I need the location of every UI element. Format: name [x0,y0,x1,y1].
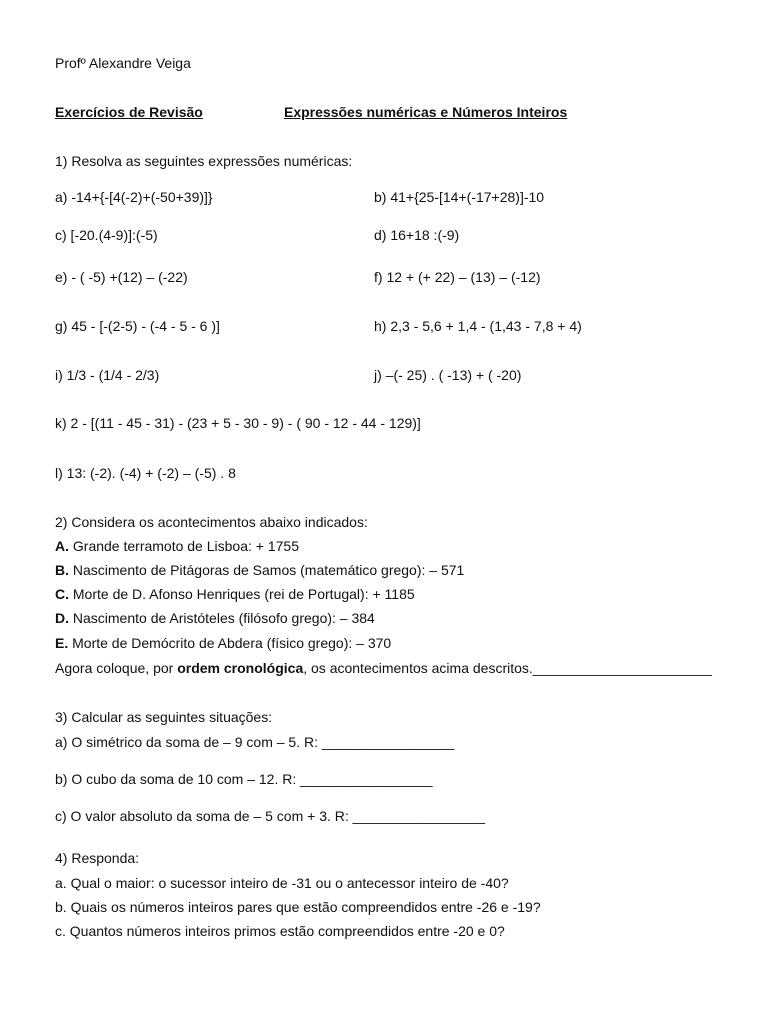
q2-event-b: B. Nascimento de Pitágoras de Samos (matemático grego): – 571 [55,562,465,578]
q3-a: a) O simétrico da soma de – 9 com – 5. R: _________________ [55,734,455,750]
q1-c: c) [-20.(4-9)]:(-5) [55,227,158,243]
q1-j: j) –(- 25) . ( -13) + ( -20) [374,367,522,383]
title-right: Expressões numéricas e Números Inteiros [284,104,568,120]
q1-i: i) 1/3 - (1/4 - 2/3) [55,367,160,383]
q4-c: c. Quantos números inteiros primos estão compreendidos entre -20 e 0? [55,923,505,939]
q1-f: f) 12 + (+ 22) – (13) – (-12) [374,269,541,285]
q2-event-d: D. Nascimento de Aristóteles (filósofo grego): – 384 [55,610,375,626]
q1-d: d) 16+18 :(-9) [374,227,460,243]
q3-c: c) O valor absoluto da soma de – 5 com + 3. R: _________________ [55,808,486,824]
q2-order-line: Agora coloque, por ordem cronológica, os acontecimentos acima descritos._______________________ [55,660,712,676]
q1-l: l) 13: (-2). (-4) + (-2) – (-5) . 8 [55,465,236,481]
q1-k: k) 2 - [(11 - 45 - 31) - (23 + 5 - 30 - 9) - ( 90 - 12 - 44 - 129)] [55,415,421,431]
q2-prompt: 2) Considera os acontecimentos abaixo indicados: [55,514,368,530]
q2-event-e: E. Morte de Demócrito de Abdera (físico grego): – 370 [55,635,392,651]
author-line: Profº Alexandre Veiga [55,55,191,71]
title-left: Exercícios de Revisão [55,104,203,120]
q4-a: a. Qual o maior: o sucessor inteiro de -31 ou o antecessor inteiro de -40? [55,875,509,891]
q1-g: g) 45 - [-(2-5) - (-4 - 5 - 6 )] [55,318,220,334]
q2-event-c: C. Morte de D. Afonso Henriques (rei de Portugal): + 1185 [55,586,415,602]
q1-prompt: 1) Resolva as seguintes expressões numéricas: [55,153,353,169]
q4-prompt: 4) Responda: [55,850,140,866]
q3-b: b) O cubo da soma de 10 com – 12. R: _________________ [55,771,433,787]
q3-prompt: 3) Calcular as seguintes situações: [55,709,273,725]
q4-b: b. Quais os números inteiros pares que estão compreendidos entre -26 e -19? [55,899,541,915]
q2-event-a: A. Grande terramoto de Lisboa: + 1755 [55,538,299,554]
q1-a: a) -14+{-[4(-2)+(-50+39)]} [55,189,213,205]
q1-h: h) 2,3 - 5,6 + 1,4 - (1,43 - 7,8 + 4) [374,318,582,334]
q1-b: b) 41+{25-[14+(-17+28)]-10 [374,189,545,205]
q1-e: e) - ( -5) +(12) – (-22) [55,269,188,285]
